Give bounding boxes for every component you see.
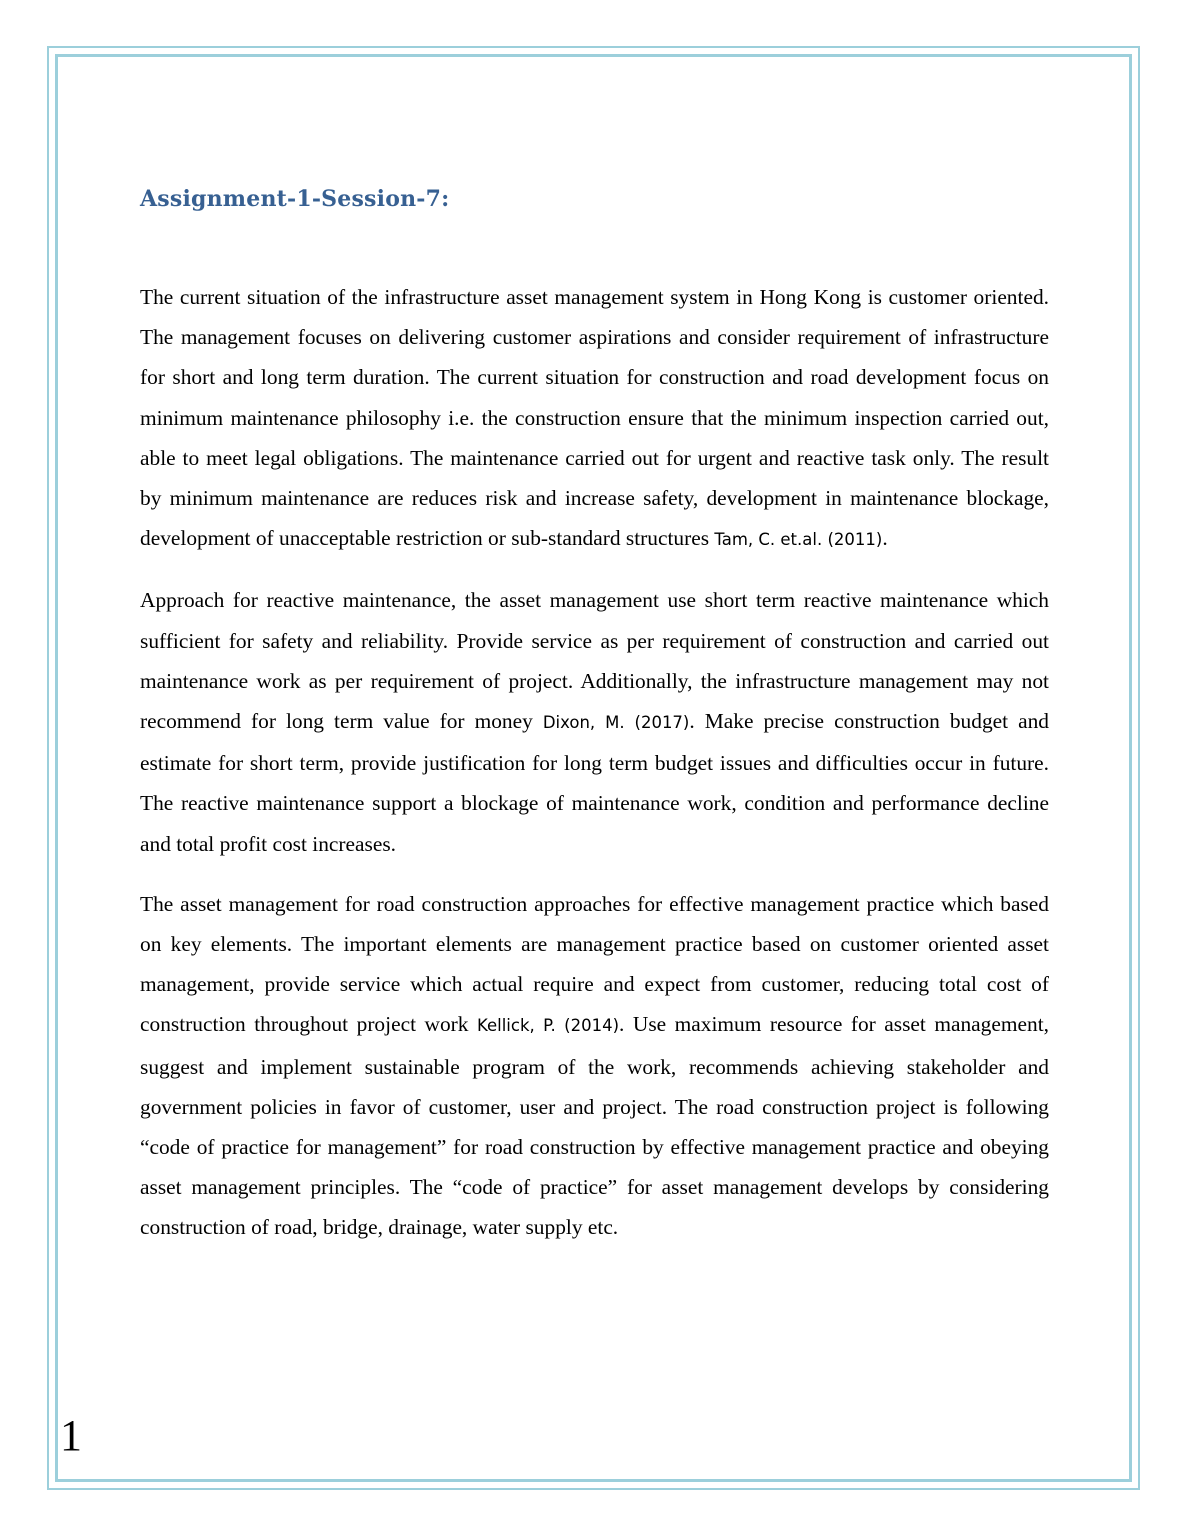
paragraph-3-citation: Kellick, P. (2014) [476,1016,620,1036]
paragraph-3-text: The asset management for road construction approaches for effective management practice which based on key elements. The important elements are management practice based on customer oriented asset management, provide service which actual require and expect from customer, reducing total cost of construction throughout project work [140,891,1049,1037]
paragraph-1-citation: Tam, C. et.al. (2011) [714,530,883,550]
paragraph-2-after: . Make precise construction budget and estimate for short term, provide justification for long term budget issues and difficulties occur in future. The reactive maintenance support a blockage of maintenance work, condition and performance decline and total profit cost increases. [140,709,1049,856]
page-number: 1 [60,1411,82,1460]
paragraph-3 [140,884,1049,1248]
paragraph-2-text: Approach for reactive maintenance, the asset management use short term reactive maintenance which sufficient for safety and reliability. Provide service as per requirement of construction and carried out maintenance work as per requirement of project. Additionally, the infrastructure management may not recommend for long term value for money [140,588,1049,734]
paragraph-2-citation: Dixon, M. (2017) [542,713,690,733]
paragraph-1 [140,277,1049,560]
paragraph-1-after: . [882,526,888,551]
paragraph-2 [140,580,1049,863]
paragraph-1-text: The current situation of the infrastructure asset management system in Hong Kong is customer oriented. The management focuses on delivering customer aspirations and consider requirement of infrastructure for short and long term duration. The current situation for construction and road development focus on minimum maintenance philosophy i.e. the construction ensure that the minimum inspection carried out, able to meet legal obligations. The maintenance carried out for urgent and reactive task only. The result by minimum maintenance are reduces risk and increase safety, development in maintenance blockage, development of unacceptable restriction or sub-standard structures [140,285,1049,551]
document-heading: Assignment-1-Session-7: [140,186,450,212]
paragraph-3-after: . Use maximum resource for asset management, suggest and implement sustainable program of the work, recommends achieving stakeholder and government policies in favor of customer, user and project. The road construction project is following “code of practice for management” for road construction by effective management practice and obeying asset management principles. The “code of practice” for asset management develops by considering construction of road, bridge, drainage, water supply etc. [140,1012,1049,1240]
document-body [140,277,1049,1268]
